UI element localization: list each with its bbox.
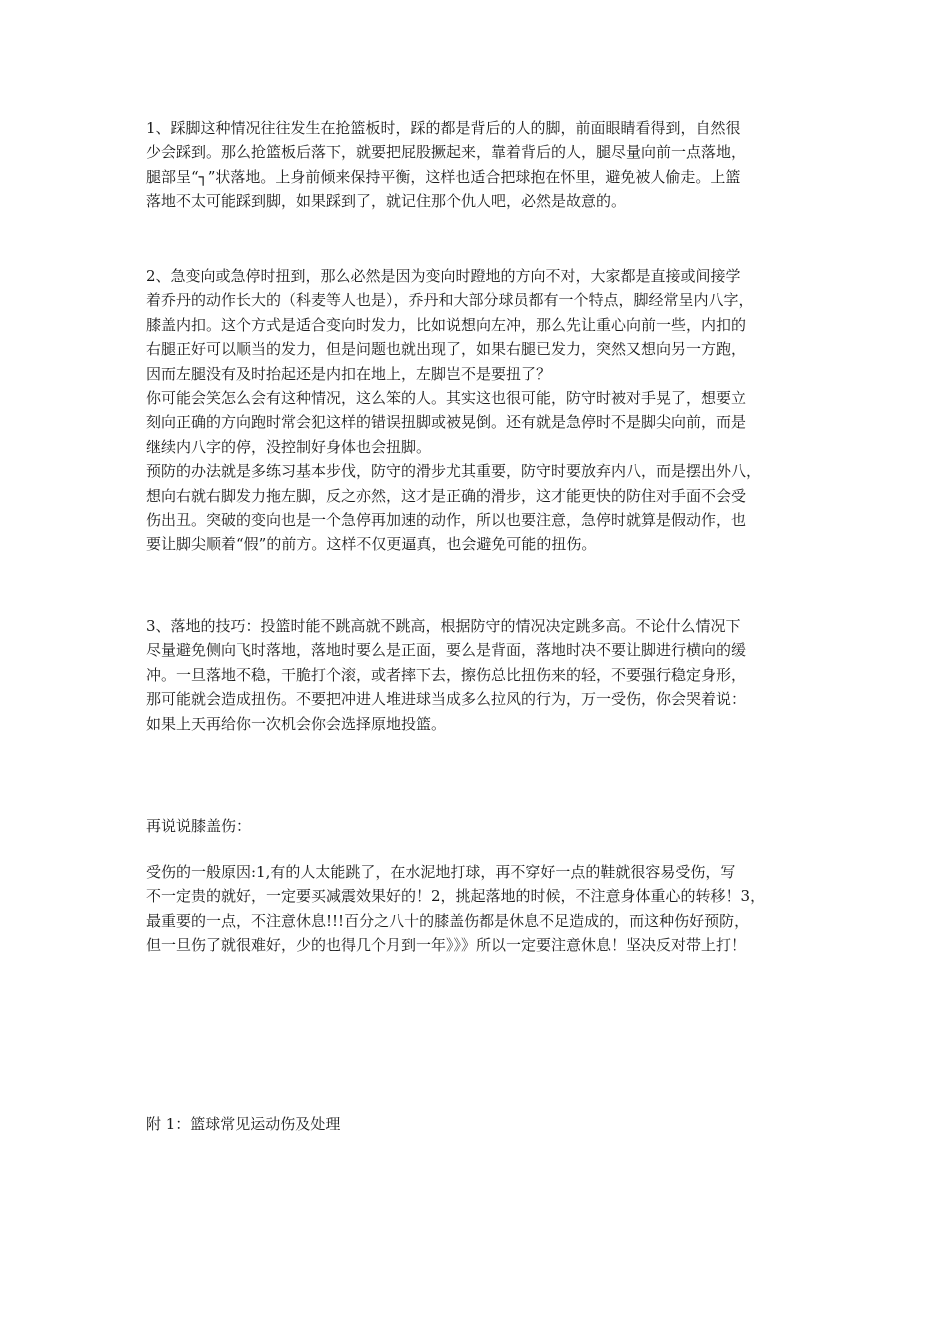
paragraph-knee-injury-causes: [146, 860, 810, 958]
paragraph-line: 继续内八字的停，没控制好身体也会扭脚。: [146, 437, 432, 456]
paragraph-line: 不一定贵的就好，一定要买减震效果好的！2，挑起落地的时候，不注意身体重心的转移！3，: [146, 887, 766, 906]
paragraph-line: 少会踩到。那么抢篮板后落下，就要把屁股撅起来，靠着背后的人，腿尽量向前一点落地，: [146, 143, 747, 162]
paragraph-line: 最重要的一点，不注意休息!!!百分之八十的膝盖伤都是休息不足造成的，而这种伤好预防，: [146, 911, 750, 930]
paragraph-line: 你可能会笑怎么会有这种情况，这么笨的人。其实这也很可能，防守时被对手晃了，想要立: [146, 389, 747, 408]
paragraph-line: 想向右就右脚发力拖左脚，反之亦然，这才是正确的滑步，这才能更快的防住对手面不会受: [146, 486, 747, 505]
paragraph-line: 如果上天再给你一次机会你会选择原地投篮。: [146, 714, 447, 733]
paragraph-landing-technique: [146, 614, 810, 736]
paragraph-line: 3、落地的技巧：投篮时能不跳高就不跳高，根据防守的情况决定跳多高。不论什么情况下: [146, 617, 741, 635]
paragraph-line: 落地不太可能踩到脚，如果踩到了，就记住那个仇人吧，必然是故意的。: [146, 192, 627, 211]
paragraph-line: 冲。一旦落地不稳，干脆打个滚，或者摔下去，擦伤总比扭伤来的轻，不要强行稳定身形，: [146, 665, 747, 684]
knee-injury-heading: 再说说膝盖伤：: [146, 817, 252, 835]
paragraph-line: 受伤的一般原因:1,有的人太能跳了，在水泥地打球，再不穿好一点的鞋就很容易受伤，写: [146, 863, 736, 881]
paragraph-line: 但一旦伤了就很难好，少的也得几个月到一年》》》所以一定要注意休息！坚决反对带上打！: [146, 936, 747, 955]
paragraph-line: 2、急变向或急停时扭到，那么必然是因为变向时蹬地的方向不对，大家都是直接或间接学: [146, 267, 741, 285]
paragraph-line: 着乔丹的动作长大的（科麦等人也是），乔丹和大部分球员都有一个特点，脚经常呈内八字，: [146, 291, 754, 310]
paragraph-direction-change-injury: [146, 264, 810, 557]
paragraph-line: 刻向正确的方向跑时常会犯这样的错误扭脚或被晃倒。还有就是急停时不是脚尖向前，而是: [146, 413, 747, 432]
paragraph-line: 那可能就会造成扭伤。不要把冲进人堆进球当成多么拉风的行为，万一受伤，你会哭着说：: [146, 690, 747, 709]
paragraph-line: 伤出丑。突破的变向也是一个急停再加速的动作，所以也要注意，急停时就算是假动作，也: [146, 511, 747, 530]
paragraph-line: 膝盖内扣。这个方式是适合变向时发力，比如说想向左冲，那么先让重心向前一些，内扣的: [146, 315, 747, 334]
paragraph-line: 因而左腿没有及时抬起还是内扣在地上，左脚岂不是要扭了？: [146, 364, 552, 383]
paragraph-line: 右腿正好可以顺当的发力，但是问题也就出现了，如果右腿已发力，突然又想向另一方跑，: [146, 340, 747, 359]
paragraph-line: 要让脚尖顺着“假”的前方。这样不仅更逼真，也会避免可能的扭伤。: [146, 535, 597, 554]
paragraph-line: 腿部呈“┐”状落地。上身前倾来保持平衡，这样也适合把球抱在怀里，避免被人偷走。上篮: [146, 167, 741, 186]
paragraph-line: 预防的办法就是多练习基本步伐，防守的滑步尤其重要，防守时要放弃内八，而是摆出外八，: [146, 462, 762, 481]
appendix-heading: 附 1：篮球常见运动伤及处理: [146, 1115, 341, 1133]
paragraph-stepping-injury: [146, 116, 810, 214]
paragraph-line: 尽量避免侧向飞时落地，落地时要么是正面，要么是背面，落地时决不要让脚进行横向的缓: [146, 641, 747, 660]
paragraph-line: 1、踩脚这种情况往往发生在抢篮板时，踩的都是背后的人的脚，前面眼睛看得到，自然很: [146, 119, 741, 137]
